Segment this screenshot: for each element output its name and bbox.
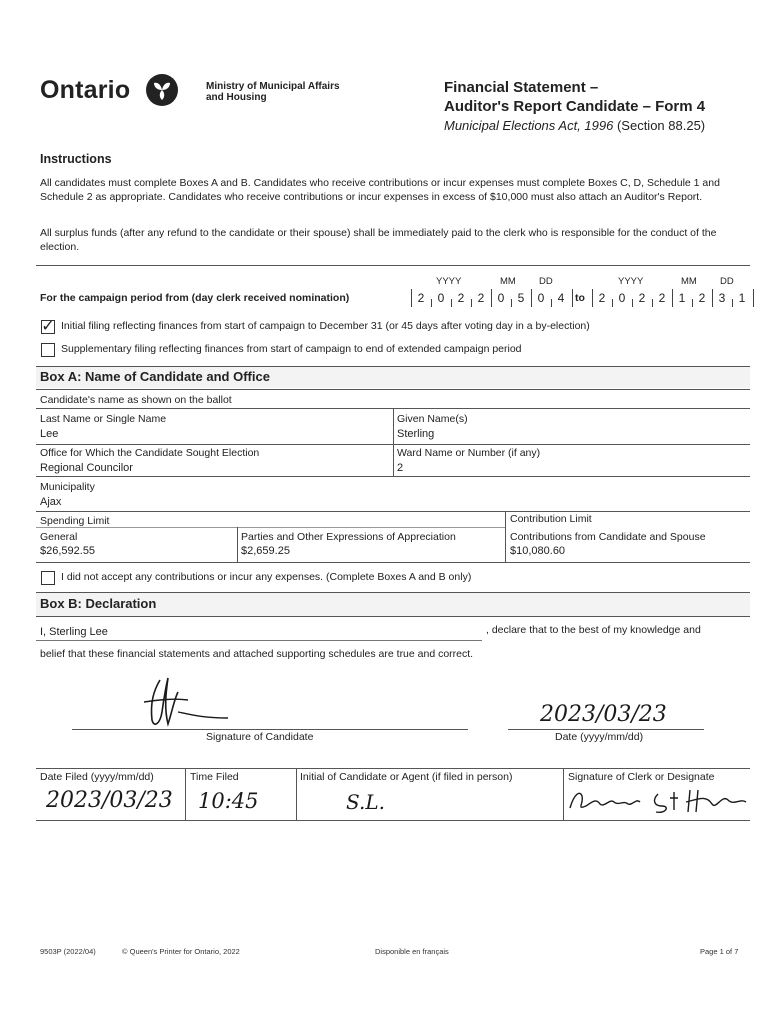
to-date-separator bbox=[632, 299, 633, 307]
divider bbox=[36, 366, 750, 367]
from-date-separator bbox=[531, 289, 532, 307]
initial-filing-checkbox[interactable] bbox=[41, 320, 55, 334]
french-availability: Disponible en français bbox=[375, 947, 449, 956]
to-date-digit: 1 bbox=[678, 291, 686, 305]
spending-limit-label: Spending Limit bbox=[40, 515, 110, 527]
from-date-separator bbox=[451, 299, 452, 307]
divider bbox=[36, 511, 750, 512]
date-filed-label: Date Filed (yyyy/mm/dd) bbox=[40, 771, 154, 783]
declarant-underline bbox=[36, 640, 482, 641]
general-value[interactable]: $26,592.55 bbox=[40, 545, 96, 557]
act-section: (Section 88.25) bbox=[616, 118, 706, 133]
declarant-name[interactable]: I, Sterling Lee bbox=[40, 626, 108, 638]
initial-filing-label: Initial filing reflecting finances from start of campaign to December 31 (or 45 days after voting day in a by-election) bbox=[61, 320, 590, 332]
from-date-digit: 0 bbox=[497, 291, 505, 305]
to-date-digit: 2 bbox=[598, 291, 606, 305]
divider bbox=[36, 265, 750, 266]
ministry-name bbox=[206, 81, 340, 103]
divider bbox=[36, 389, 750, 390]
to-day-head: DD bbox=[720, 276, 734, 287]
instructions-paragraph-1: All candidates must complete Boxes A and B. Candidates who receive contributions or incur expenses must complete Boxes C, D, Schedule 1 and Schedule 2 as appropriate. Candidates who receive contributions or incur expenses in excess of $10,000 must also attach an Auditor's Report. bbox=[40, 177, 720, 203]
from-day-head: DD bbox=[539, 276, 553, 287]
candidate-signature-image bbox=[138, 672, 248, 734]
to-date-digit: 3 bbox=[718, 291, 726, 305]
from-date-separator bbox=[491, 289, 492, 307]
box-a-heading: Box A: Name of Candidate and Office bbox=[40, 369, 270, 384]
divider bbox=[36, 476, 750, 477]
from-date-digit: 2 bbox=[417, 291, 425, 305]
to-date-separator bbox=[692, 299, 693, 307]
to-date-separator bbox=[612, 299, 613, 307]
page-number: Page 1 of 7 bbox=[700, 947, 739, 956]
from-date-digit: 0 bbox=[437, 291, 445, 305]
given-name-value[interactable]: Sterling bbox=[397, 428, 435, 440]
divider bbox=[296, 768, 297, 820]
last-name-value[interactable]: Lee bbox=[40, 428, 59, 440]
from-date-separator bbox=[511, 299, 512, 307]
from-date-separator bbox=[471, 299, 472, 307]
time-filed-label: Time Filed bbox=[190, 771, 239, 783]
divider bbox=[237, 527, 238, 562]
to-date-digit: 2 bbox=[698, 291, 706, 305]
from-date-digit: 0 bbox=[537, 291, 545, 305]
printer-notice: © Queen's Printer for Ontario, 2022 bbox=[122, 947, 240, 956]
clerk-signature-label: Signature of Clerk or Designate bbox=[568, 771, 715, 783]
divider bbox=[36, 616, 750, 617]
initial-value[interactable]: S.L. bbox=[346, 790, 385, 814]
last-name-label: Last Name or Single Name bbox=[40, 413, 167, 425]
ward-label: Ward Name or Number (if any) bbox=[397, 447, 541, 459]
office-value[interactable]: Regional Councilor bbox=[40, 462, 133, 474]
to-date-separator bbox=[732, 299, 733, 307]
divider bbox=[563, 768, 564, 820]
act-reference bbox=[444, 118, 705, 133]
parties-label: Parties and Other Expressions of Appreciation bbox=[241, 531, 456, 543]
instructions-paragraph-2: All surplus funds (after any refund to the candidate or their spouse) shall be immediately paid to the clerk who is responsible for the conduct of the election. bbox=[40, 227, 717, 253]
divider bbox=[36, 592, 750, 593]
general-label: General bbox=[40, 531, 78, 543]
municipality-label: Municipality bbox=[40, 481, 95, 493]
divider bbox=[36, 768, 750, 769]
no-contributions-checkbox[interactable] bbox=[41, 571, 55, 585]
to-date-separator bbox=[672, 289, 673, 307]
to-year-head: YYYY bbox=[618, 276, 644, 287]
to-date-digit: 2 bbox=[638, 291, 646, 305]
parties-value[interactable]: $2,659.25 bbox=[241, 545, 290, 557]
contribution-limit-label: Contribution Limit bbox=[510, 513, 592, 525]
contribution-from-label: Contributions from Candidate and Spouse bbox=[510, 531, 706, 543]
ballot-name-note: Candidate's name as shown on the ballot bbox=[40, 394, 232, 406]
time-filed-value[interactable]: 10:45 bbox=[198, 789, 259, 813]
clerk-signature-image bbox=[566, 784, 750, 818]
declaration-text-2: belief that these financial statements and attached supporting schedules are true and correct. bbox=[40, 648, 474, 660]
instructions-heading: Instructions bbox=[40, 152, 112, 166]
form-title-line-2: Auditor's Report Candidate – Form 4 bbox=[444, 98, 706, 115]
from-year-head: YYYY bbox=[436, 276, 462, 287]
box-b-heading: Box B: Declaration bbox=[40, 596, 157, 611]
municipality-value[interactable]: Ajax bbox=[40, 496, 62, 508]
divider bbox=[505, 511, 506, 562]
from-date-separator bbox=[551, 299, 552, 307]
ministry-line-2: and Housing bbox=[206, 92, 267, 103]
signature-label: Signature of Candidate bbox=[206, 731, 314, 743]
to-date-separator bbox=[712, 289, 713, 307]
declaration-text-1: , declare that to the best of my knowledge and bbox=[486, 624, 701, 636]
campaign-period-label: For the campaign period from (day clerk received nomination) bbox=[40, 292, 350, 304]
form-code: 9503P (2022/04) bbox=[40, 947, 96, 956]
supplementary-filing-checkbox[interactable] bbox=[41, 343, 55, 357]
date-label: Date (yyyy/mm/dd) bbox=[555, 731, 644, 743]
to-date-separator bbox=[652, 299, 653, 307]
act-name: Municipal Elections Act, 1996 bbox=[444, 118, 614, 133]
ontario-logo-text: Ontario bbox=[40, 76, 131, 104]
to-label: to bbox=[575, 292, 585, 304]
from-date-digit: 2 bbox=[457, 291, 465, 305]
trillium-logo-icon bbox=[146, 74, 178, 106]
form-title bbox=[444, 78, 705, 116]
form-title-line-1: Financial Statement – bbox=[444, 79, 599, 96]
check-mark-icon: ✓ bbox=[41, 318, 55, 335]
date-line bbox=[508, 729, 704, 730]
from-date-digit: 5 bbox=[517, 291, 525, 305]
given-name-label: Given Name(s) bbox=[397, 413, 468, 425]
to-date-digit: 1 bbox=[738, 291, 746, 305]
supplementary-filing-label: Supplementary filing reflecting finances from start of campaign to end of extended campaign period bbox=[61, 343, 522, 355]
signature-line bbox=[72, 729, 468, 730]
from-date-separator bbox=[431, 299, 432, 307]
ministry-line-1: Ministry of Municipal Affairs bbox=[206, 81, 340, 92]
from-date-digit: 4 bbox=[557, 291, 565, 305]
from-month-head: MM bbox=[500, 276, 516, 287]
to-date-digit: 0 bbox=[618, 291, 626, 305]
date-filed-value[interactable]: 2023/03/23 bbox=[46, 788, 173, 813]
divider bbox=[36, 527, 506, 528]
divider bbox=[36, 444, 750, 445]
divider bbox=[185, 768, 186, 820]
divider bbox=[36, 820, 750, 821]
from-date-digit: 2 bbox=[477, 291, 485, 305]
contribution-from-value[interactable]: $10,080.60 bbox=[510, 545, 566, 557]
ward-value[interactable]: 2 bbox=[397, 462, 404, 474]
initial-label: Initial of Candidate or Agent (if filed in person) bbox=[300, 771, 513, 783]
to-date-digit: 2 bbox=[658, 291, 666, 305]
declaration-date-value[interactable]: 2023/03/23 bbox=[540, 702, 667, 727]
divider bbox=[393, 408, 394, 476]
to-month-head: MM bbox=[681, 276, 697, 287]
divider bbox=[36, 562, 750, 563]
no-contributions-label: I did not accept any contributions or incur any expenses. (Complete Boxes A and B only) bbox=[61, 571, 472, 583]
office-label: Office for Which the Candidate Sought Election bbox=[40, 447, 260, 459]
